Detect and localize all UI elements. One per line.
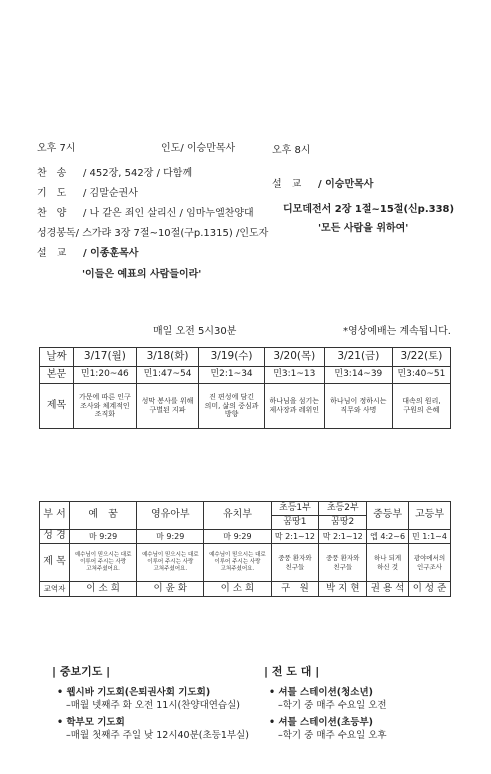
order-row-hymn — [37, 164, 192, 179]
evangelism-item-title: • 셔틀 스테이션(청소년) — [269, 687, 373, 698]
table-cell: 꿈땅1 — [271, 516, 319, 530]
table-cell: 꿈땅2 — [319, 516, 367, 530]
school-schedule-table — [39, 501, 451, 597]
order-row-sermon — [37, 244, 138, 259]
order-row-reading — [37, 224, 268, 239]
table-cell: 민3:40~51 — [392, 367, 450, 384]
table-row — [40, 384, 451, 429]
table-row — [40, 530, 451, 544]
table-cell: 교역자 — [40, 582, 70, 597]
prayer-heading: | 중보기도 | — [52, 665, 111, 678]
evening-service-time: 오후 7시 — [37, 143, 76, 154]
table-cell: 예 꿈 — [70, 502, 137, 530]
table-cell: 예수님이 믿으시는 대로 이루어 주시는 사랑 고쳐주셨어요. — [70, 544, 137, 582]
table-cell: 하나 되게 하신 것 — [367, 544, 409, 582]
order-label: 설 교 — [37, 248, 67, 259]
dawn-time: 매일 오전 5시30분 — [153, 326, 237, 337]
table-row — [40, 348, 451, 367]
video-note: *영상예배는 계속됩니다. — [343, 326, 451, 337]
order-value: / 452장, 542장 / 다함께 — [83, 168, 193, 179]
table-cell: 진 편성에 담긴 의미, 삶의 중심과 방향 — [199, 384, 264, 429]
table-cell: 영유아부 — [137, 502, 204, 530]
evangelism-item-title: • 셔틀 스테이션(초등부) — [269, 717, 373, 728]
table-cell: 부 서 — [40, 502, 70, 530]
table-cell: 3/17(월) — [74, 348, 137, 367]
table-cell: 막 2:1~12 — [319, 530, 367, 544]
order-label: 찬 양 — [37, 208, 67, 219]
left-sermon-title: '이들은 예표의 사람들이라' — [82, 269, 202, 280]
order-value: / 스가랴 3장 7절~10절(구p.1315) /인도자 — [75, 228, 269, 239]
table-cell: 3/21(금) — [324, 348, 392, 367]
table-cell: 마 9:29 — [137, 530, 204, 544]
table-row — [40, 502, 451, 516]
table-row — [40, 367, 451, 384]
table-cell: 민3:14~39 — [324, 367, 392, 384]
order-value: / 나 같은 죄인 살리신 / 임마누엘찬양대 — [83, 208, 254, 219]
table-cell: 중풍 환자와 친구들 — [271, 544, 319, 582]
right-preacher — [272, 175, 373, 190]
table-cell: 이 소 희 — [70, 582, 137, 597]
evangelism-item-detail: –학기 중 매주 수요일 오후 — [278, 730, 387, 741]
order-value: / 이종훈목사 — [83, 248, 139, 259]
table-cell: 구 원 — [271, 582, 319, 597]
table-cell: 초등1부 — [271, 502, 319, 516]
table-cell: 성막 봉사를 위해 구별된 지파 — [136, 384, 199, 429]
prayer-item-detail: –매월 첫째주 주일 낮 12시40분(초등1부실) — [66, 730, 249, 741]
table-cell: 민1:47~54 — [136, 367, 199, 384]
table-row — [40, 544, 451, 582]
table-cell: 민3:1~13 — [264, 367, 324, 384]
table-cell: 예수님이 믿으시는 대로 이루어 주시는 사랑 고쳐주셨어요. — [137, 544, 204, 582]
table-cell: 고등부 — [409, 502, 451, 530]
table-cell: 유치부 — [204, 502, 271, 530]
table-cell: 막 2:1~12 — [271, 530, 319, 544]
table-cell: 광야에서의 인구조사 — [409, 544, 451, 582]
table-cell: 이 윤 화 — [137, 582, 204, 597]
table-cell: 대속의 원리, 구원의 은혜 — [392, 384, 450, 429]
preacher-name: / 이승만목사 — [318, 179, 374, 190]
evangelism-item-detail: –학기 중 매주 수요일 오전 — [278, 700, 387, 711]
table-cell: 3/18(화) — [136, 348, 199, 367]
table-cell: 날짜 — [40, 348, 74, 367]
table-cell: 3/22(토) — [392, 348, 450, 367]
table-cell: 본문 — [40, 367, 74, 384]
evening-service-leader: 인도/ 이승만목사 — [161, 143, 236, 154]
table-cell: 엡 4:2~6 — [367, 530, 409, 544]
order-label: 기 도 — [37, 188, 67, 199]
table-cell: 가문에 따른 인구 조사와 체계적인 조직화 — [74, 384, 137, 429]
evangelism-heading: | 전 도 대 | — [264, 665, 320, 678]
table-cell: 중풍 환자와 친구들 — [319, 544, 367, 582]
order-label: 찬 송 — [37, 168, 67, 179]
order-row-praise — [37, 204, 254, 219]
table-cell: 마 9:29 — [70, 530, 137, 544]
table-cell: 권 용 석 — [367, 582, 409, 597]
right-scripture: 디모데전서 2장 1절~15절(신p.338) — [283, 204, 455, 215]
prayer-item-title: • 웹시바 기도회(은퇴권사회 기도회) — [57, 687, 211, 698]
table-row — [40, 582, 451, 597]
prayer-item-title: • 학부모 기도회 — [57, 717, 125, 728]
right-sermon-title: '모든 사람을 위하여' — [318, 223, 409, 234]
prayer-item-detail: –매월 넷째주 화 오전 11시(찬양대연습실) — [66, 700, 240, 711]
table-cell: 마 9:29 — [204, 530, 271, 544]
table-cell: 민1:20~46 — [74, 367, 137, 384]
late-service-time: 오후 8시 — [272, 145, 311, 156]
table-cell: 이 소 희 — [204, 582, 271, 597]
order-value: / 김말순권사 — [83, 188, 138, 199]
table-cell: 예수님이 믿으시는 대로 이루어 주시는 사랑 고쳐주셨어요. — [204, 544, 271, 582]
order-label: 성경봉독 — [37, 228, 76, 239]
order-row-prayer — [37, 184, 138, 199]
table-cell: 제 목 — [40, 544, 70, 582]
table-cell: 3/20(목) — [264, 348, 324, 367]
table-cell: 초등2부 — [319, 502, 367, 516]
table-cell: 민 1:1~4 — [409, 530, 451, 544]
table-cell: 박 지 현 — [319, 582, 367, 597]
dawn-schedule-table — [39, 347, 451, 429]
table-cell: 이 성 준 — [409, 582, 451, 597]
table-cell: 중등부 — [367, 502, 409, 530]
preacher-label: 설 교 — [272, 179, 302, 190]
table-cell: 제목 — [40, 384, 74, 429]
table-cell: 하나님을 섬기는 제사장과 레위인 — [264, 384, 324, 429]
table-cell: 하나님이 정하시는 직무와 사명 — [324, 384, 392, 429]
table-cell: 민2:1~34 — [199, 367, 264, 384]
table-cell: 성 경 — [40, 530, 70, 544]
table-cell: 3/19(수) — [199, 348, 264, 367]
